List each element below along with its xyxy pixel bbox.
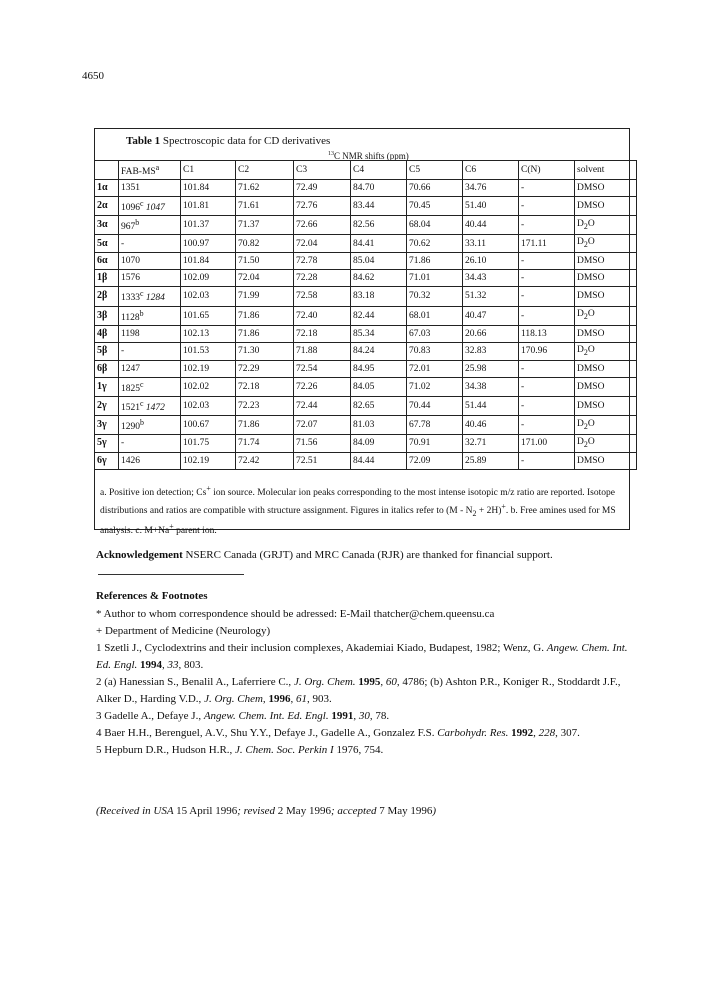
shift-cell-c1: 100.67 [181, 415, 236, 434]
compound-cell: 1β [95, 270, 119, 287]
received-dates: (Received in USA 15 April 1996; revised 2 May 1996; accepted 7 May 1996) [96, 805, 437, 817]
header-cell: C6 [463, 161, 519, 180]
section-rule [98, 574, 244, 575]
shift-cell-c6: 32.83 [463, 342, 519, 360]
header-cell: C4 [351, 161, 407, 180]
shift-cell-c5: 71.01 [407, 270, 463, 287]
shift-cell-c1: 102.03 [181, 287, 236, 306]
shift-cell-c2: 72.23 [236, 396, 294, 415]
shift-cell-cn: - [519, 306, 575, 325]
shift-cell-c5: 71.02 [407, 377, 463, 396]
shift-cell-c6: 51.44 [463, 396, 519, 415]
shift-cell-cn: - [519, 415, 575, 434]
ms-cell: 1521$^c$ 1472 [119, 396, 181, 415]
compound-cell: 5γ [95, 435, 119, 453]
shift-cell-c5: 68.04 [407, 216, 463, 235]
shift-cell-c1: 102.03 [181, 396, 236, 415]
compound-cell: 1α [95, 180, 119, 197]
reference-item: 3 Gadelle A., Defaye J., Angew. Chem. Int. Ed. Engl. 1991, 30, 78. [96, 710, 390, 722]
reference-item: + Department of Medicine (Neurology) [96, 625, 271, 637]
references-title: References & Footnotes [96, 590, 208, 602]
table-row [95, 435, 637, 453]
shift-cell-c4: 82.65 [351, 396, 407, 415]
shift-cell-c6: 25.89 [463, 452, 519, 469]
shift-cell-c4: 84.05 [351, 377, 407, 396]
shift-cell-c3: 72.28 [294, 270, 351, 287]
shift-cell-c6: 33.11 [463, 235, 519, 253]
shift-cell-c4: 85.34 [351, 325, 407, 342]
ms-cell: 1247 [119, 360, 181, 377]
table-row [95, 360, 637, 377]
solvent-cell: DMSO [575, 253, 637, 270]
shift-cell-c2: 70.82 [236, 235, 294, 253]
shift-cell-c1: 101.84 [181, 253, 236, 270]
compound-cell: 3β [95, 306, 119, 325]
compound-cell: 6β [95, 360, 119, 377]
table-header-row [95, 161, 637, 180]
shift-cell-cn: - [519, 396, 575, 415]
reference-item: 2 (a) Hanessian S., Benalil A., Laferriere C., J. Org. Chem. 1995, 60, 4786; (b) Ashton P.R., Koniger R., Stoddardt J.F., Alker D., Harding V.D., J. Org. Chem, 1996, 61, 903. [96, 676, 621, 705]
shift-cell-c5: 70.66 [407, 180, 463, 197]
shift-cell-c5: 70.45 [407, 197, 463, 216]
shift-cell-c2: 72.18 [236, 377, 294, 396]
solvent-cell: DMSO [575, 396, 637, 415]
shift-cell-c3: 72.54 [294, 360, 351, 377]
shift-cell-c5: 71.86 [407, 253, 463, 270]
compound-cell: 5β [95, 342, 119, 360]
header-cell: C1 [181, 161, 236, 180]
shift-cell-c4: 82.56 [351, 216, 407, 235]
table-caption-text: Spectroscopic data for CD derivatives [162, 135, 331, 147]
shift-cell-c4: 83.18 [351, 287, 407, 306]
table-row [95, 197, 637, 216]
shift-cell-cn: 118.13 [519, 325, 575, 342]
table-footnote: a. Positive ion detection; Cs+ ion source. Molecular ion peaks corresponding to the most intense isotopic m/z ratio are reported. Isotope distributions and ratios are compatible with structure assignment. Figures in italics refer to $(M - N_2 + 2H)^+$. b. Free amines used for MS analysis. c. M+Na+ parent ion. [100, 484, 616, 537]
shift-cell-cn: - [519, 270, 575, 287]
solvent-cell: $D_2O$ [575, 216, 637, 235]
table-row [95, 452, 637, 469]
compound-cell: 6α [95, 253, 119, 270]
shift-cell-c1: 102.13 [181, 325, 236, 342]
table-row [95, 342, 637, 360]
compound-cell: 2α [95, 197, 119, 216]
table-caption-label: Table 1 [126, 135, 161, 147]
shift-cell-c4: 84.44 [351, 452, 407, 469]
shift-cell-c3: 72.04 [294, 235, 351, 253]
shift-cell-c6: 51.32 [463, 287, 519, 306]
shift-cell-c5: 67.78 [407, 415, 463, 434]
shift-cell-c3: 72.49 [294, 180, 351, 197]
solvent-cell: $D_2O$ [575, 435, 637, 453]
shift-cell-c6: 51.40 [463, 197, 519, 216]
table-caption [126, 135, 330, 147]
table-row [95, 287, 637, 306]
shift-cell-c2: 71.99 [236, 287, 294, 306]
compound-cell: 1γ [95, 377, 119, 396]
shift-cell-c2: 71.62 [236, 180, 294, 197]
shift-cell-cn: - [519, 180, 575, 197]
shift-cell-c2: 72.42 [236, 452, 294, 469]
shift-cell-c3: 71.56 [294, 435, 351, 453]
shift-cell-c4: 84.70 [351, 180, 407, 197]
shift-cell-c6: 26.10 [463, 253, 519, 270]
table-row [95, 415, 637, 434]
ms-cell: 1576 [119, 270, 181, 287]
table-row [95, 216, 637, 235]
header-cell: C2 [236, 161, 294, 180]
shift-cell-c5: 70.91 [407, 435, 463, 453]
shift-cell-c5: 72.01 [407, 360, 463, 377]
table-row [95, 396, 637, 415]
shift-cell-c3: 72.66 [294, 216, 351, 235]
shift-cell-c3: 72.51 [294, 452, 351, 469]
header-cell: C5 [407, 161, 463, 180]
shift-cell-c4: 83.44 [351, 197, 407, 216]
solvent-cell: $D_2O$ [575, 235, 637, 253]
ms-cell: 1128$^b$ [119, 306, 181, 325]
compound-cell: 4β [95, 325, 119, 342]
shift-cell-c5: 72.09 [407, 452, 463, 469]
compound-cell: 2γ [95, 396, 119, 415]
reference-list [96, 606, 636, 759]
shift-cell-cn: - [519, 253, 575, 270]
ms-cell: 1351 [119, 180, 181, 197]
header-cell: C3 [294, 161, 351, 180]
shift-cell-c3: 72.78 [294, 253, 351, 270]
shift-cell-c3: 72.26 [294, 377, 351, 396]
ms-cell: 1070 [119, 253, 181, 270]
ms-cell: 1198 [119, 325, 181, 342]
table-row [95, 235, 637, 253]
ms-cell: - [119, 342, 181, 360]
nmr-header-text: C NMR shifts (ppm) [334, 151, 409, 161]
shift-cell-c6: 40.46 [463, 415, 519, 434]
solvent-cell: DMSO [575, 287, 637, 306]
shift-cell-c2: 71.61 [236, 197, 294, 216]
shift-cell-c1: 101.84 [181, 180, 236, 197]
shift-cell-c2: 71.30 [236, 342, 294, 360]
reference-item: * Author to whom correspondence should be adressed: E-Mail thatcher@chem.queensu.ca [96, 608, 495, 620]
shift-cell-c3: 72.58 [294, 287, 351, 306]
shift-cell-c3: 71.88 [294, 342, 351, 360]
shift-cell-c2: 71.86 [236, 325, 294, 342]
solvent-cell: DMSO [575, 325, 637, 342]
nmr-data-table [94, 160, 637, 470]
header-cell: solvent [575, 161, 637, 180]
shift-cell-cn: - [519, 360, 575, 377]
shift-cell-cn: - [519, 377, 575, 396]
solvent-cell: DMSO [575, 197, 637, 216]
shift-cell-c3: 72.18 [294, 325, 351, 342]
acknowledgement-label: Acknowledgement [96, 549, 183, 561]
solvent-cell: DMSO [575, 270, 637, 287]
table-row [95, 180, 637, 197]
compound-cell: 5α [95, 235, 119, 253]
shift-cell-c3: 72.76 [294, 197, 351, 216]
compound-cell: 2β [95, 287, 119, 306]
shift-cell-cn: 170.96 [519, 342, 575, 360]
shift-cell-c4: 84.62 [351, 270, 407, 287]
shift-cell-c3: 72.40 [294, 306, 351, 325]
shift-cell-c1: 101.81 [181, 197, 236, 216]
shift-cell-c6: 40.44 [463, 216, 519, 235]
shift-cell-c4: 84.95 [351, 360, 407, 377]
shift-cell-c2: 71.86 [236, 415, 294, 434]
shift-cell-c1: 100.97 [181, 235, 236, 253]
ms-cell: - [119, 435, 181, 453]
shift-cell-c1: 101.37 [181, 216, 236, 235]
solvent-cell: DMSO [575, 180, 637, 197]
shift-cell-c6: 34.38 [463, 377, 519, 396]
shift-cell-c4: 82.44 [351, 306, 407, 325]
solvent-cell: DMSO [575, 377, 637, 396]
solvent-cell: DMSO [575, 452, 637, 469]
reference-item: 1 Szetli J., Cyclodextrins and their inclusion complexes, Akademiai Kiado, Budapest, 1982; Wenz, G. Angew. Chem. Int. Ed. Engl. 1994, 33, 803. [96, 642, 628, 671]
references [96, 588, 636, 759]
page-number: 4650 [82, 70, 104, 82]
shift-cell-c1: 101.75 [181, 435, 236, 453]
shift-cell-c5: 70.83 [407, 342, 463, 360]
acknowledgement-text: NSERC Canada (GRJT) and MRC Canada (RJR) are thanked for financial support. [185, 549, 553, 561]
solvent-cell: $D_2O$ [575, 415, 637, 434]
shift-cell-c2: 71.50 [236, 253, 294, 270]
shift-cell-c5: 70.32 [407, 287, 463, 306]
ms-cell: 967$^b$ [119, 216, 181, 235]
solvent-cell: DMSO [575, 360, 637, 377]
shift-cell-c5: 68.01 [407, 306, 463, 325]
ms-cell: 1426 [119, 452, 181, 469]
header-cell-compound [95, 161, 119, 180]
shift-cell-c5: 70.62 [407, 235, 463, 253]
solvent-cell: $D_2O$ [575, 342, 637, 360]
shift-cell-c6: 25.98 [463, 360, 519, 377]
shift-cell-c6: 34.43 [463, 270, 519, 287]
table-row [95, 377, 637, 396]
table-row [95, 325, 637, 342]
solvent-cell: $D_2O$ [575, 306, 637, 325]
shift-cell-cn: - [519, 452, 575, 469]
shift-cell-cn: 171.00 [519, 435, 575, 453]
reference-item: 4 Baer H.H., Berenguel, A.V., Shu Y.Y., Defaye J., Gadelle A., Gonzalez F.S. Carbohydr. Res. 1992, 228, 307. [96, 727, 580, 739]
ms-cell: - [119, 235, 181, 253]
shift-cell-c1: 102.09 [181, 270, 236, 287]
table-row [95, 270, 637, 287]
compound-cell: 3γ [95, 415, 119, 434]
ms-cell: 1290$^b$ [119, 415, 181, 434]
shift-cell-c1: 102.19 [181, 452, 236, 469]
shift-cell-c6: 20.66 [463, 325, 519, 342]
shift-cell-c1: 101.65 [181, 306, 236, 325]
shift-cell-cn: - [519, 216, 575, 235]
shift-cell-c4: 84.09 [351, 435, 407, 453]
ms-cell: 1096$^c$ 1047 [119, 197, 181, 216]
ms-cell: 1333$^c$ 1284 [119, 287, 181, 306]
reference-item: 5 Hepburn D.R., Hudson H.R., J. Chem. Soc. Perkin I 1976, 754. [96, 744, 384, 756]
shift-cell-c2: 71.37 [236, 216, 294, 235]
header-cell: C(N) [519, 161, 575, 180]
shift-cell-c2: 72.29 [236, 360, 294, 377]
shift-cell-c3: 72.07 [294, 415, 351, 434]
shift-cell-c2: 72.04 [236, 270, 294, 287]
shift-cell-c2: 71.74 [236, 435, 294, 453]
shift-cell-c4: 84.41 [351, 235, 407, 253]
table-row [95, 306, 637, 325]
shift-cell-cn: - [519, 197, 575, 216]
shift-cell-c5: 70.44 [407, 396, 463, 415]
shift-cell-c1: 101.53 [181, 342, 236, 360]
shift-cell-c4: 84.24 [351, 342, 407, 360]
shift-cell-c2: 71.86 [236, 306, 294, 325]
compound-cell: 6γ [95, 452, 119, 469]
shift-cell-c3: 72.44 [294, 396, 351, 415]
acknowledgement [96, 549, 553, 561]
table-row [95, 253, 637, 270]
shift-cell-c6: 40.47 [463, 306, 519, 325]
shift-cell-c6: 34.76 [463, 180, 519, 197]
shift-cell-cn: - [519, 287, 575, 306]
header-cell: FAB-$MS^a$ [119, 161, 181, 180]
compound-cell: 3α [95, 216, 119, 235]
shift-cell-c1: 102.02 [181, 377, 236, 396]
shift-cell-c4: 81.03 [351, 415, 407, 434]
shift-cell-c6: 32.71 [463, 435, 519, 453]
nmr-header-isotope: 13 [328, 151, 334, 157]
ms-cell: 1825$^c$ [119, 377, 181, 396]
shift-cell-c1: 102.19 [181, 360, 236, 377]
shift-cell-c4: 85.04 [351, 253, 407, 270]
shift-cell-cn: 171.11 [519, 235, 575, 253]
shift-cell-c5: 67.03 [407, 325, 463, 342]
